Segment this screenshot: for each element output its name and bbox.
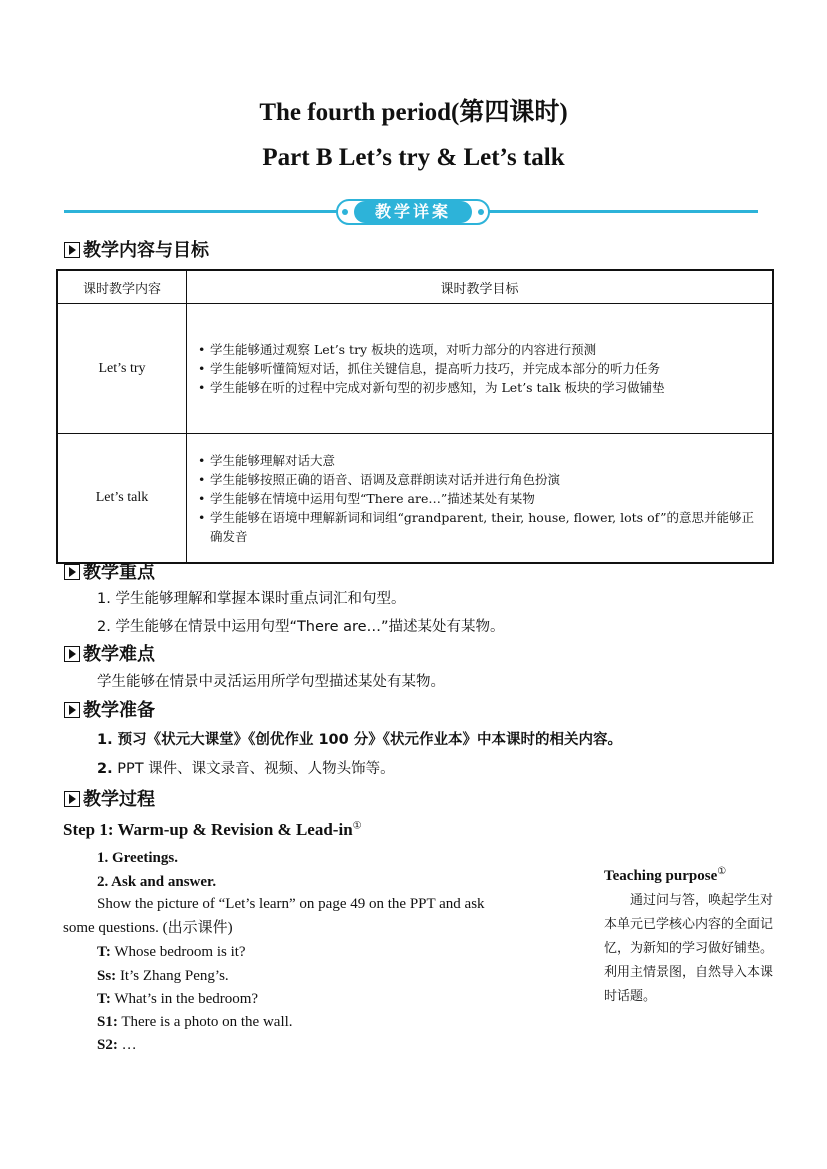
dialogue-line: T: What’s in the bedroom? [97,991,259,1007]
step-item-greetings: 1. Greetings. [97,850,178,866]
play-triangle-icon [64,242,80,258]
dialogue-line: S1: There is a photo on the wall. [97,1014,293,1030]
banner-dot-right [478,209,484,215]
banner-divider-left [64,210,344,213]
goal-item: • 学生能够在语境中理解新词和词组“grandparent, their, house, flower, lots of”的意思并能够正确发音 [198,508,763,546]
instruction-line: some questions. (出示课件) [63,920,233,936]
table-cell-content: Let’s talk [57,434,187,564]
goal-item: • 学生能够在听的过程中完成对新句型的初步感知，为 Let’s talk 板块的学习做铺垫 [198,378,763,397]
goal-item: • 学生能够按照正确的语音、语调及意群朗读对话并进行角色扮演 [198,470,763,489]
section-preparation: 教学准备 [64,699,155,723]
play-triangle-icon [64,702,80,718]
difficulty-text: 学生能够在情景中灵活运用所学句型描述某处有某物。 [97,674,445,690]
table-row [57,304,773,434]
key-point-item: 2. 学生能够在情景中运用句型“There are…”描述某处有某物。 [97,619,505,635]
banner-label: 教学详案 [354,201,472,223]
sidebar-heading: Teaching purpose① [604,866,727,884]
table-row [57,434,773,564]
table-header-row [57,270,773,304]
section-difficulties: 教学难点 [64,643,155,667]
goal-item: • 学生能够理解对话大意 [198,451,763,470]
section-process: 教学过程 [64,788,155,812]
instruction-line: Show the picture of “Let’s learn” on page 49 on the PPT and ask [97,896,485,912]
key-point-item: 1. 学生能够理解和掌握本课时重点词汇和句型。 [97,591,406,607]
goal-item: • 学生能够通过观察 Let’s try 板块的选项，对听力部分的内容进行预测 [198,340,763,359]
page-title: The fourth period(第四课时) [259,99,568,126]
step-heading: Step 1: Warm-up & Revision & Lead-in① [63,820,362,839]
dialogue-line: T: Whose bedroom is it? [97,944,246,960]
play-triangle-icon [64,791,80,807]
footnote-mark: ① [352,820,362,832]
play-triangle-icon [64,564,80,580]
play-triangle-icon [64,646,80,662]
section-content-goals: 教学内容与目标 [64,239,209,263]
table-cell-goals [187,434,774,564]
goal-item: • 学生能够听懂简短对话，抓住关键信息，提高听力技巧，并完成本部分的听力任务 [198,359,763,378]
table-header-content: 课时教学内容 [57,270,187,304]
sidebar-text: 通过问与答，唤起学生对本单元已学核心内容的全面记忆，为新知的学习做好铺垫。利用主情景图，自然导入本课时话题。 [604,893,774,1004]
section-key-points: 教学重点 [64,561,155,585]
table-header-goals: 课时教学目标 [187,270,774,304]
dialogue-line: S2: … [97,1037,137,1053]
dialogue-line: Ss: It’s Zhang Peng’s. [97,968,229,984]
goals-table [56,269,774,564]
page-subtitle: Part B Let’s try & Let’s talk [262,144,565,171]
banner-divider-right [482,210,758,213]
goal-item: • 学生能够在情境中运用句型“There are…”描述某处有某物 [198,489,763,508]
table-cell-content: Let’s try [57,304,187,434]
table-cell-goals [187,304,774,434]
footnote-mark: ① [717,866,727,877]
banner-dot-left [342,209,348,215]
step-item-ask: 2. Ask and answer. [97,874,217,890]
preparation-item: 1. 预习《状元大课堂》《创优作业 100 分》《状元作业本》中本课时的相关内容。 [97,732,623,748]
preparation-item: 2. PPT 课件、课文录音、视频、人物头饰等。 [97,761,395,777]
